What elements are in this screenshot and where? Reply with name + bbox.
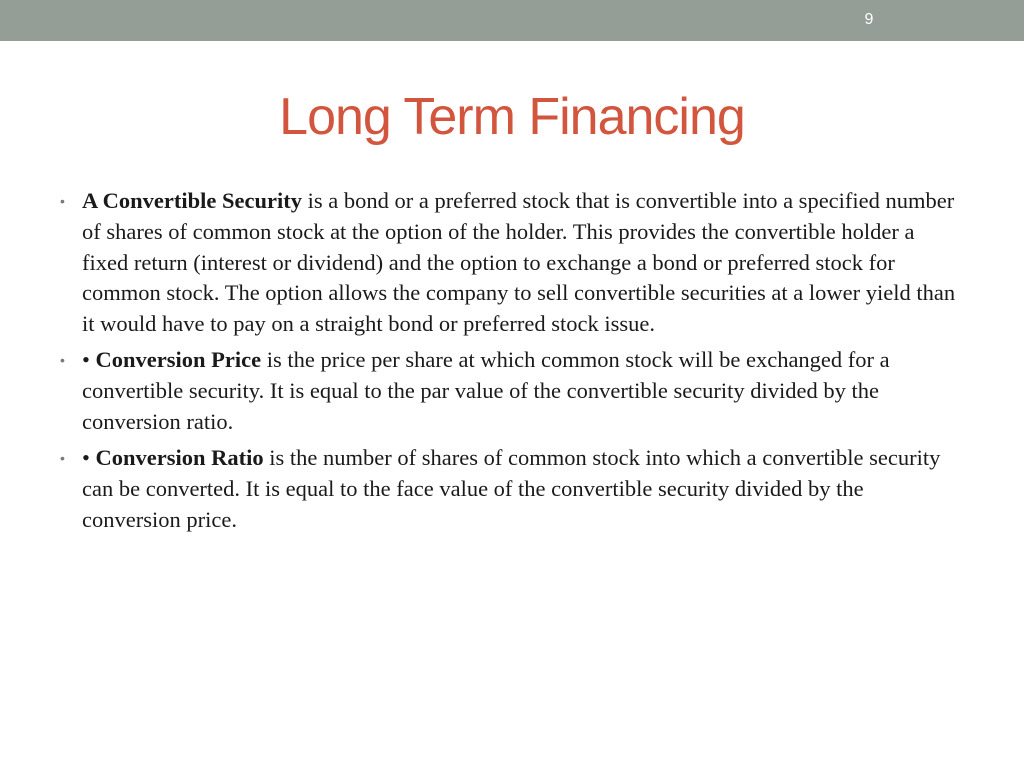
bullet-term: Conversion Ratio	[95, 445, 264, 471]
bullet-text: is a bond or a preferred stock that is convertible into a specified number of shares of common stock at the option of the holder. This provides the convertible holder a fixed return (interest or dividend) and the option to exchange a bond or preferred stock for common stock. The option allows the company to sell convertible securities at a lower yield than it would have to pay on a straight bond or preferred stock issue.	[82, 188, 956, 337]
slide-title: Long Term Financing	[279, 88, 745, 146]
bullet-term: Conversion Price	[95, 347, 262, 373]
bullet-dot-icon: •	[60, 450, 65, 467]
top-bar	[0, 0, 1024, 41]
bullet-item-conversion-ratio	[60, 443, 960, 535]
bullet-item-conversion-price	[60, 345, 960, 437]
bullet-term: A Convertible Security	[82, 188, 302, 213]
bullet-text: is the price per share at which common stock will be exchanged for a convertible security. It is equal to the par value of the convertible security divided by the conversion ratio.	[82, 347, 890, 435]
bullet-dot-icon: •	[60, 352, 65, 369]
slide-number: 9	[864, 11, 874, 28]
bullet-list	[60, 186, 960, 541]
bullet-item-convertible-security	[60, 186, 960, 340]
bullet-prefix: •	[82, 347, 96, 373]
bullet-dot-icon: •	[60, 193, 65, 209]
bullet-prefix: •	[82, 445, 96, 471]
bullet-text: is the number of shares of common stock into which a convertible security can be converted. It is equal to the face value of the convertible security divided by the conversion price.	[82, 445, 941, 532]
